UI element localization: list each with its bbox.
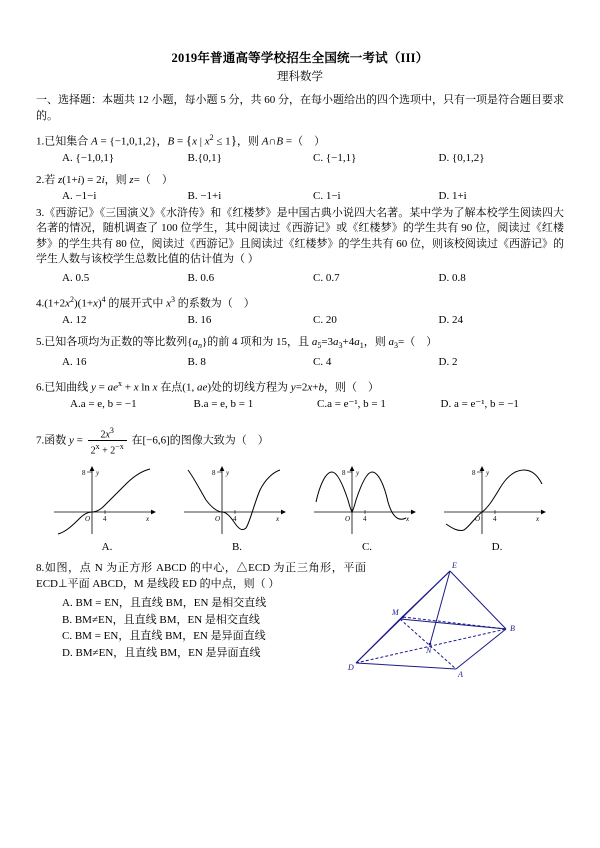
option-b[interactable]: B. 16 [187, 314, 212, 327]
graph-option-d[interactable] [436, 462, 558, 553]
svg-text:4: 4 [493, 515, 497, 524]
option-a[interactable]: A. −1−i [62, 190, 97, 203]
option-b[interactable]: B. BM≠EN，且直线 BM，EN 是相交直线 [62, 613, 260, 626]
label-N: N [426, 646, 432, 656]
option-a[interactable]: A. 12 [62, 314, 87, 327]
svg-text:4: 4 [233, 515, 237, 524]
question-2-stem: 2.若 z(1+i) = 2i，则 z=（ ） [36, 173, 173, 186]
question-8-stem: 8.如图，点 N 为正方形 ABCD 的中心，△ECD 为正三角形，平面 ECD⊥平面 ABCD，M 是线段 ED 的中点，则（ ） [36, 562, 366, 590]
question-1-options [36, 151, 564, 167]
option-d[interactable]: D. {0,1,2} [438, 152, 485, 165]
graph-option-a[interactable] [46, 462, 168, 553]
option-d[interactable]: D. 1+i [438, 190, 467, 203]
option-c[interactable]: C. 0.7 [313, 271, 340, 284]
label-A: A [458, 670, 463, 678]
option-b[interactable]: B. 0.6 [187, 271, 215, 284]
svg-text:8: 8 [472, 469, 476, 478]
option-c[interactable]: C. 20 [313, 314, 337, 327]
graph-option-c[interactable] [306, 462, 428, 553]
question-1-stem: 1.已知集合 A = {−1,0,1,2}，B = {x | $x^2 \le 1$}，则 A∩B =（ ） [36, 132, 326, 148]
point-M [402, 616, 405, 619]
option-b[interactable]: B. −1+i [187, 190, 222, 203]
question-8-figure [338, 557, 528, 677]
question-7-graphs [36, 462, 564, 553]
question-5-options [36, 355, 564, 371]
question-3-stem: 3.《西游记》《三国演义》《水浒传》和《红楼梦》是中国古典小说四大名著。某中学为了解本校学生阅读四大名著的情况，随机调查了 100 位学生，其中阅读过《西游记》或《红楼梦》的学生共有 90 位，阅读过《红楼梦》的学生共有 80 位，阅读过《西游记》且阅读过《红楼梦》的学生共有 60 位，则该校阅读过《西游记》的学生人数与该校学生总数比值的估计值为（ ） [36, 206, 564, 266]
section-1-instructions: 一、选择题：本题共 12 小题，每小题 5 分，共 60 分，在每小题给出的四个选项中，只有一项是符合题目要求的。 [36, 94, 564, 122]
option-a[interactable]: A. 16 [62, 355, 87, 368]
option-b[interactable]: B. 8 [187, 355, 206, 368]
option-a[interactable]: A.a = e, b = −1 [70, 398, 137, 411]
option-d[interactable]: D. BM≠EN，且直线 BM，EN 是异面直线 [62, 646, 261, 659]
option-a[interactable]: A. {−1,0,1} [62, 152, 115, 165]
svg-text:4: 4 [363, 515, 367, 524]
page-subtitle: 理科数学 [277, 71, 323, 83]
svg-text:O: O [345, 515, 351, 524]
graph-label-c: C. [361, 541, 373, 554]
option-c[interactable]: C. BM = EN，且直线 BM，EN 是异面直线 [62, 630, 266, 643]
label-M: M [392, 608, 399, 618]
svg-text:O: O [215, 515, 221, 524]
option-d[interactable]: D. 2 [438, 355, 458, 368]
page-title: 2019年普通高等学校招生全国统一考试（III） [171, 51, 429, 65]
question-7-stem: 7.函数 y = $\frac{2x^3}{2^x + 2^{-x}}$ 在[−6,6]的图像大致为（ ） [36, 425, 269, 457]
point-N [429, 643, 432, 646]
question-5-stem: 5.已知各项均为正数的等比数列$\{a_n\}$的前 4 项和为 15，且 $a_5=3a_3+4a_1$，则 $a_3=$（ ） [36, 335, 438, 350]
question-8-block [36, 561, 564, 678]
option-d[interactable]: D. 24 [438, 314, 463, 327]
svg-text:x: x [406, 515, 410, 524]
svg-text:y: y [96, 469, 100, 478]
fraction-2x3-over-2x-plus-2negx: $\frac{2x^3}{2^x + 2^{-x}}$ [88, 425, 127, 457]
svg-text:8: 8 [342, 469, 346, 478]
option-a[interactable]: A. 0.5 [62, 271, 90, 284]
option-c[interactable]: C. 4 [313, 355, 332, 368]
question-6-stem: 6.已知曲线 $y = ae^x + x$ ln x 在点(1, ae)处的切线方程为 y=2x+b，则（ ） [36, 379, 380, 394]
graph-option-b[interactable] [176, 462, 298, 553]
question-2-options [36, 189, 564, 205]
option-c[interactable]: C. {−1,1} [313, 152, 357, 165]
svg-text:y: y [356, 469, 360, 478]
option-a[interactable]: A. BM = EN，且直线 BM，EN 是相交直线 [62, 597, 267, 610]
question-3-options [36, 271, 564, 287]
graph-label-a: A. [101, 541, 113, 554]
graph-label-b: B. [231, 541, 243, 554]
svg-text:x: x [146, 515, 150, 524]
option-b[interactable]: B.{0,1} [187, 152, 222, 165]
label-B: B [510, 624, 515, 634]
question-6-options [36, 397, 564, 413]
question-4-stem: $4.(1+2x^2)(1+x)^4$ 的展开式中 $x^3$ 的系数为（ ） [36, 295, 255, 310]
svg-text:y: y [486, 469, 490, 478]
label-D: D [348, 663, 354, 673]
graph-label-d: D. [491, 541, 503, 554]
svg-text:8: 8 [212, 469, 216, 478]
svg-text:4: 4 [103, 515, 107, 524]
option-d[interactable]: D. 0.8 [438, 271, 466, 284]
question-4-options [36, 313, 564, 329]
svg-text:y: y [226, 469, 230, 478]
svg-text:x: x [276, 515, 280, 524]
option-c[interactable]: C.a = e⁻¹, b = 1 [317, 398, 386, 411]
svg-text:O: O [85, 515, 91, 524]
svg-text:8: 8 [82, 469, 86, 478]
option-b[interactable]: B.a = e, b = 1 [193, 398, 254, 411]
label-E: E [452, 561, 457, 571]
option-c[interactable]: C. 1−i [313, 190, 341, 203]
svg-text:O: O [475, 515, 481, 524]
option-d[interactable]: D. a = e⁻¹, b = −1 [440, 398, 519, 411]
svg-text:x: x [536, 515, 540, 524]
